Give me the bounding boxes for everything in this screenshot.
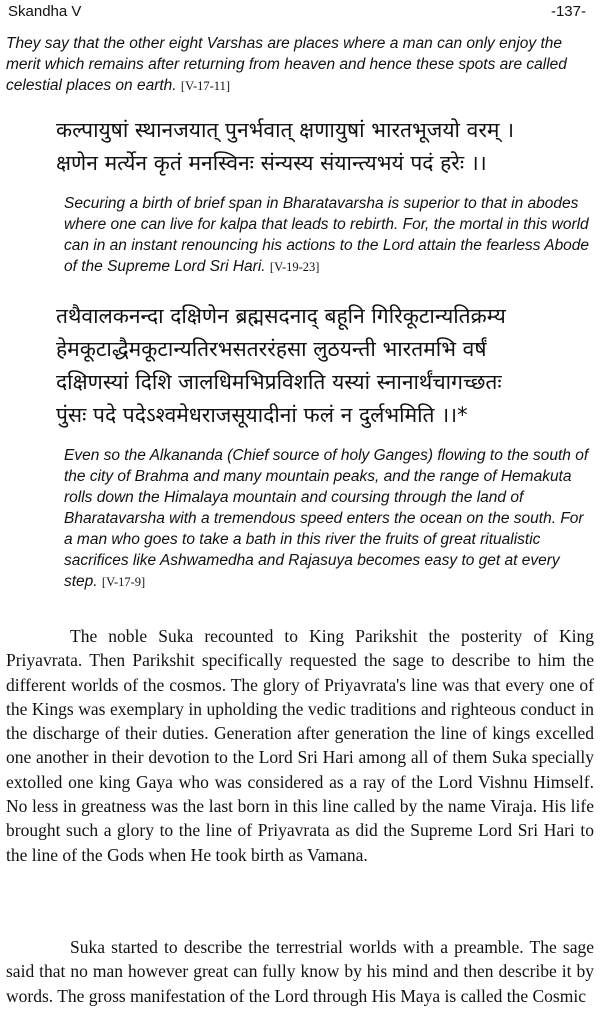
sanskrit-line: हेमकूटाद्धैमकूटान्यतिरभसतररंहसा लुठयन्ती भारतमभि वर्षं <box>56 337 487 361</box>
translation-text: They say that the other eight Varshas are places where a man can only enjoy the merit which remains after returning from heaven and hence these spots are called celestial places on earth. <box>6 35 567 94</box>
translation-passage-2 <box>6 193 594 278</box>
sanskrit-line: कल्पायुषां स्थानजयात् पुनर्भवात् क्षणायुषां भारतभूजयो वरम् । <box>56 118 515 142</box>
verse-reference: [V-19-23] <box>269 260 320 274</box>
page-number: -137- <box>550 3 586 20</box>
translation-passage-1 <box>6 33 594 97</box>
translation-passage-3 <box>6 445 594 593</box>
page-header <box>8 3 586 23</box>
commentary-paragraph-2 <box>6 935 594 1008</box>
commentary-paragraph-1 <box>6 624 594 867</box>
sanskrit-line: दक्षिणस्यां दिशि जालधिमभिप्रविशति यस्यां स्नानार्थंचागच्छतः <box>56 370 502 394</box>
sanskrit-line: तथैवालकनन्दा दक्षिणेन ब्रह्मसदनाद् बहूनि गिरिकूटान्यतिक्रम्य <box>56 304 506 328</box>
paragraph: Suka started to describe the terrestrial worlds with a preamble. The sage said that no man however great can fully know by his mind and then describe it by words. The gross manifestation of the Lord through His Maya is called the Cosmic <box>6 937 594 1006</box>
translation-text: Even so the Alkananda (Chief source of holy Ganges) flowing to the south of the city of Brahma and many mountain peaks, and the range of Hemakuta rolls down the Himalaya mountain and coursing through the land of Bharatavarsha with a tremendous speed enters the ocean on the south. For a man who goes to take a bath in this river the fruits of great ritualistic sacrifices like Ashwamedha and Rajasuya becomes easy to get at every step. <box>64 447 589 590</box>
paragraph: The noble Suka recounted to King Parikshit the posterity of King Priyavrata. Then Parikshit specifically requested the sage to describe to him the different worlds of the cosmos. The glory of Priyavrata's line was that every one of the Kings was exemplary in upholding the vedic traditions and righteous conduct in the discharge of their duties. Generation after generation the line of kings excelled one another in their devotion to the Lord Sri Hari among all of them Suka specially extolled one king Gaya who was considered as a ray of the Lord Vishnu Himself. No less in greatness was the last born in this line called by the name Viraja. His life brought such a glory to the line of Priyavrata as did the Supreme Lord Sri Hari to the line of the Gods when He took birth as Vamana. <box>6 626 594 865</box>
translation-text: Securing a birth of brief span in Bharatavarsha is superior to that in abodes where one can live for kalpa that leads to rebirth. For, the mortal in this world can in an instant renouncing his actions to the Lord attain the fearless Abode of the Supreme Lord Sri Hari. <box>64 195 590 275</box>
sanskrit-verse-1 <box>56 114 594 180</box>
sanskrit-line: क्षणेन मर्त्येन कृतं मनस्विनः संन्यस्य संयान्त्यभयं पदं हरेः ।। <box>56 151 487 175</box>
sanskrit-line: पुंसः पदे पदेऽश्वमेधराजसूयादीनां फलं न दुर्लभमिति ।।* <box>56 403 468 427</box>
section-title: Skandha V <box>8 3 82 20</box>
sanskrit-verse-2 <box>56 300 594 432</box>
verse-reference: [V-17-11] <box>180 79 230 93</box>
verse-reference: [V-17-9] <box>101 575 146 589</box>
